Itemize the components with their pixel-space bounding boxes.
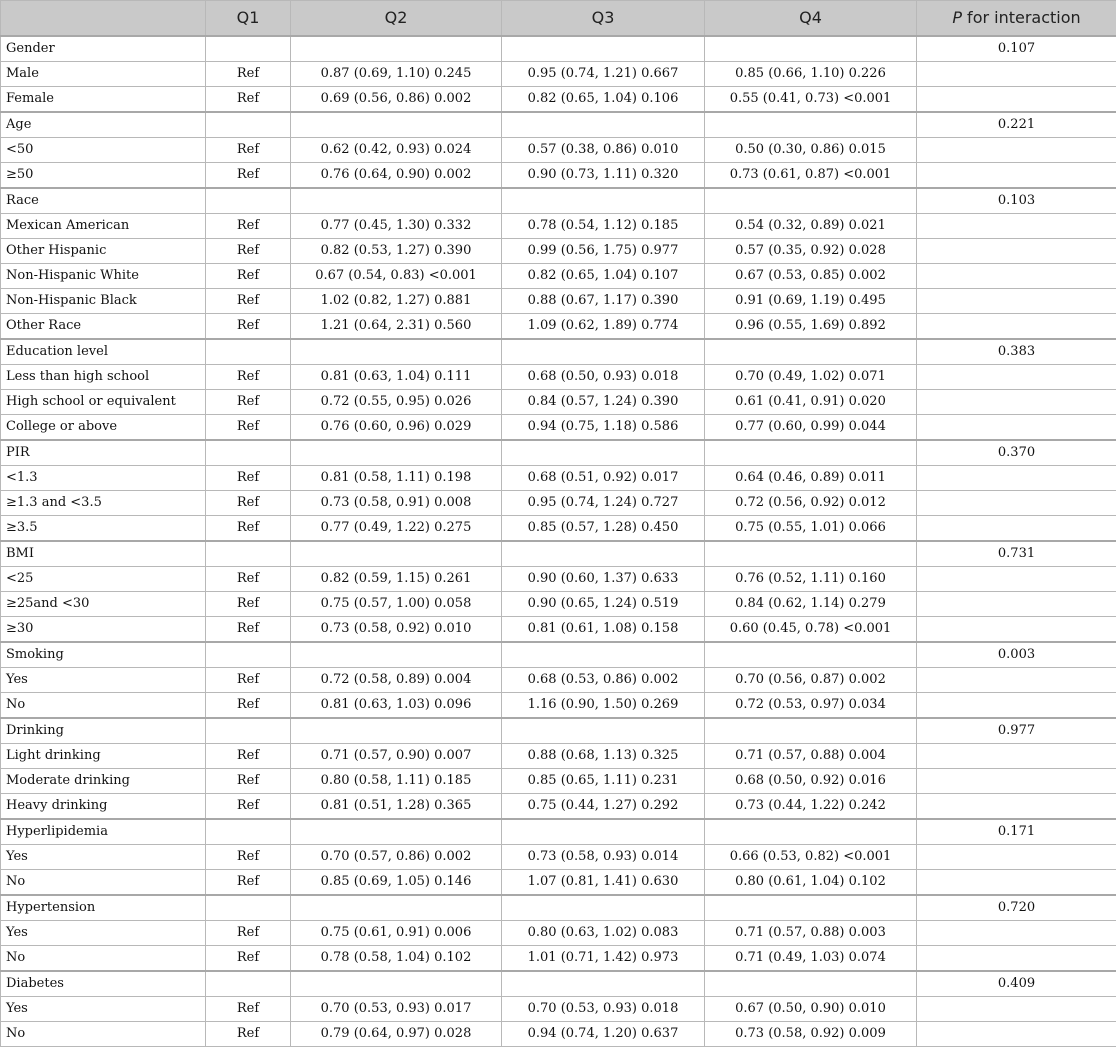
cell-q3: 0.81 (0.61, 1.08) 0.158 xyxy=(502,616,705,642)
table-row xyxy=(1,288,1116,313)
cell-q1: Ref xyxy=(206,137,291,162)
header-p-text: for interaction xyxy=(962,8,1081,27)
cell-q1 xyxy=(206,339,291,365)
cell-q4: 0.66 (0.53, 0.82) <0.001 xyxy=(705,844,917,869)
cell-q1: Ref xyxy=(206,945,291,971)
cell-q2: 1.02 (0.82, 1.27) 0.881 xyxy=(291,288,502,313)
cell-q3: 0.99 (0.56, 1.75) 0.977 xyxy=(502,238,705,263)
cell-q4: 0.75 (0.55, 1.01) 0.066 xyxy=(705,515,917,541)
cell-q3: 0.90 (0.73, 1.11) 0.320 xyxy=(502,162,705,188)
cell-q2: 0.77 (0.45, 1.30) 0.332 xyxy=(291,213,502,238)
cell-q4: 0.96 (0.55, 1.69) 0.892 xyxy=(705,313,917,339)
cell-q1: Ref xyxy=(206,844,291,869)
subgroup-row xyxy=(1,895,1116,921)
cell-p-interaction xyxy=(917,945,1116,971)
cell-p-interaction xyxy=(917,1021,1116,1046)
category-label: High school or equivalent xyxy=(1,389,206,414)
cell-q1: Ref xyxy=(206,515,291,541)
cell-q4: 0.71 (0.57, 0.88) 0.004 xyxy=(705,743,917,768)
cell-q2: 0.77 (0.49, 1.22) 0.275 xyxy=(291,515,502,541)
header-q3: Q3 xyxy=(502,1,705,36)
category-label: Yes xyxy=(1,844,206,869)
cell-q1: Ref xyxy=(206,162,291,188)
cell-q4: 0.80 (0.61, 1.04) 0.102 xyxy=(705,869,917,895)
cell-q2: 0.76 (0.64, 0.90) 0.002 xyxy=(291,162,502,188)
p-interaction-value: 0.731 xyxy=(917,541,1116,567)
category-label: ≥50 xyxy=(1,162,206,188)
cell-q1 xyxy=(206,541,291,567)
subgroup-label: Hyperlipidemia xyxy=(1,819,206,845)
category-label: ≥25and <30 xyxy=(1,591,206,616)
cell-q3 xyxy=(502,971,705,997)
cell-q1: Ref xyxy=(206,61,291,86)
cell-q2: 0.62 (0.42, 0.93) 0.024 xyxy=(291,137,502,162)
p-interaction-value: 0.977 xyxy=(917,718,1116,744)
subgroup-row xyxy=(1,642,1116,668)
cell-p-interaction xyxy=(917,490,1116,515)
cell-q3: 0.70 (0.53, 0.93) 0.018 xyxy=(502,996,705,1021)
cell-p-interaction xyxy=(917,743,1116,768)
table-row xyxy=(1,566,1116,591)
cell-q3: 0.90 (0.65, 1.24) 0.519 xyxy=(502,591,705,616)
cell-q1: Ref xyxy=(206,1021,291,1046)
cell-q3: 0.94 (0.75, 1.18) 0.586 xyxy=(502,414,705,440)
cell-q2: 0.81 (0.51, 1.28) 0.365 xyxy=(291,793,502,819)
cell-q1: Ref xyxy=(206,996,291,1021)
cell-q2: 0.81 (0.58, 1.11) 0.198 xyxy=(291,465,502,490)
cell-q1: Ref xyxy=(206,288,291,313)
cell-q4: 0.84 (0.62, 1.14) 0.279 xyxy=(705,591,917,616)
cell-q4 xyxy=(705,541,917,567)
subgroup-row xyxy=(1,718,1116,744)
cell-p-interaction xyxy=(917,996,1116,1021)
category-label: College or above xyxy=(1,414,206,440)
cell-p-interaction xyxy=(917,793,1116,819)
cell-p-interaction xyxy=(917,591,1116,616)
category-label: Male xyxy=(1,61,206,86)
cell-q4 xyxy=(705,339,917,365)
cell-p-interaction xyxy=(917,465,1116,490)
cell-q3: 0.57 (0.38, 0.86) 0.010 xyxy=(502,137,705,162)
cell-q3: 1.16 (0.90, 1.50) 0.269 xyxy=(502,692,705,718)
subgroup-row xyxy=(1,541,1116,567)
cell-q2 xyxy=(291,541,502,567)
p-interaction-value: 0.409 xyxy=(917,971,1116,997)
table-row xyxy=(1,591,1116,616)
cell-q3: 0.84 (0.57, 1.24) 0.390 xyxy=(502,389,705,414)
cell-q2: 0.80 (0.58, 1.11) 0.185 xyxy=(291,768,502,793)
cell-q1 xyxy=(206,718,291,744)
cell-q1: Ref xyxy=(206,490,291,515)
cell-q3: 1.09 (0.62, 1.89) 0.774 xyxy=(502,313,705,339)
cell-q4: 0.57 (0.35, 0.92) 0.028 xyxy=(705,238,917,263)
table-row xyxy=(1,465,1116,490)
subgroup-label: Age xyxy=(1,112,206,138)
cell-q1 xyxy=(206,895,291,921)
cell-q4: 0.61 (0.41, 0.91) 0.020 xyxy=(705,389,917,414)
cell-q3 xyxy=(502,819,705,845)
p-interaction-value: 0.003 xyxy=(917,642,1116,668)
cell-q4: 0.73 (0.58, 0.92) 0.009 xyxy=(705,1021,917,1046)
cell-q4 xyxy=(705,971,917,997)
subgroup-row xyxy=(1,440,1116,466)
cell-q3: 0.78 (0.54, 1.12) 0.185 xyxy=(502,213,705,238)
category-label: <25 xyxy=(1,566,206,591)
cell-q2 xyxy=(291,36,502,62)
cell-p-interaction xyxy=(917,61,1116,86)
cell-q2: 0.72 (0.58, 0.89) 0.004 xyxy=(291,667,502,692)
cell-q2: 0.75 (0.57, 1.00) 0.058 xyxy=(291,591,502,616)
table-body xyxy=(1,36,1116,1047)
cell-p-interaction xyxy=(917,162,1116,188)
cell-q1: Ref xyxy=(206,591,291,616)
subgroup-label: PIR xyxy=(1,440,206,466)
cell-q1 xyxy=(206,819,291,845)
cell-q4: 0.64 (0.46, 0.89) 0.011 xyxy=(705,465,917,490)
cell-p-interaction xyxy=(917,313,1116,339)
table-row xyxy=(1,61,1116,86)
table-row xyxy=(1,996,1116,1021)
cell-q4: 0.54 (0.32, 0.89) 0.021 xyxy=(705,213,917,238)
table-row xyxy=(1,364,1116,389)
category-label: ≥30 xyxy=(1,616,206,642)
cell-q2: 0.73 (0.58, 0.91) 0.008 xyxy=(291,490,502,515)
cell-q1 xyxy=(206,971,291,997)
table-row xyxy=(1,490,1116,515)
cell-q1: Ref xyxy=(206,238,291,263)
cell-q4: 0.77 (0.60, 0.99) 0.044 xyxy=(705,414,917,440)
table-row xyxy=(1,793,1116,819)
cell-q4: 0.67 (0.53, 0.85) 0.002 xyxy=(705,263,917,288)
category-label: No xyxy=(1,692,206,718)
cell-q4: 0.91 (0.69, 1.19) 0.495 xyxy=(705,288,917,313)
cell-q2: 0.71 (0.57, 0.90) 0.007 xyxy=(291,743,502,768)
subgroup-label: Smoking xyxy=(1,642,206,668)
cell-q3: 0.75 (0.44, 1.27) 0.292 xyxy=(502,793,705,819)
table-row xyxy=(1,162,1116,188)
cell-q2 xyxy=(291,718,502,744)
header-q2: Q2 xyxy=(291,1,502,36)
table-row xyxy=(1,137,1116,162)
cell-q4 xyxy=(705,188,917,214)
cell-q4 xyxy=(705,895,917,921)
table-row xyxy=(1,743,1116,768)
cell-q1: Ref xyxy=(206,616,291,642)
cell-q3 xyxy=(502,339,705,365)
category-label: ≥3.5 xyxy=(1,515,206,541)
cell-q2: 0.73 (0.58, 0.92) 0.010 xyxy=(291,616,502,642)
cell-q1: Ref xyxy=(206,465,291,490)
cell-q4 xyxy=(705,819,917,845)
category-label: Yes xyxy=(1,920,206,945)
table-row xyxy=(1,1021,1116,1046)
table-row xyxy=(1,313,1116,339)
cell-q4: 0.85 (0.66, 1.10) 0.226 xyxy=(705,61,917,86)
subgroup-label: Education level xyxy=(1,339,206,365)
subgroup-row xyxy=(1,112,1116,138)
cell-q2 xyxy=(291,112,502,138)
cell-q4 xyxy=(705,440,917,466)
cell-q2: 0.82 (0.59, 1.15) 0.261 xyxy=(291,566,502,591)
cell-q1: Ref xyxy=(206,768,291,793)
cell-q2: 0.76 (0.60, 0.96) 0.029 xyxy=(291,414,502,440)
cell-q3 xyxy=(502,112,705,138)
cell-q2: 0.87 (0.69, 1.10) 0.245 xyxy=(291,61,502,86)
cell-q2: 0.81 (0.63, 1.03) 0.096 xyxy=(291,692,502,718)
subgroup-row xyxy=(1,339,1116,365)
cell-q2: 0.70 (0.57, 0.86) 0.002 xyxy=(291,844,502,869)
cell-q4 xyxy=(705,718,917,744)
cell-q4: 0.70 (0.49, 1.02) 0.071 xyxy=(705,364,917,389)
cell-p-interaction xyxy=(917,288,1116,313)
cell-q2: 0.69 (0.56, 0.86) 0.002 xyxy=(291,86,502,112)
cell-q1: Ref xyxy=(206,86,291,112)
category-label: <1.3 xyxy=(1,465,206,490)
table-row xyxy=(1,515,1116,541)
cell-q1 xyxy=(206,36,291,62)
category-label: ≥1.3 and <3.5 xyxy=(1,490,206,515)
cell-p-interaction xyxy=(917,667,1116,692)
cell-p-interaction xyxy=(917,692,1116,718)
cell-q4: 0.71 (0.49, 1.03) 0.074 xyxy=(705,945,917,971)
category-label: Non-Hispanic White xyxy=(1,263,206,288)
cell-q3 xyxy=(502,36,705,62)
cell-q3 xyxy=(502,895,705,921)
cell-q1: Ref xyxy=(206,414,291,440)
header-p-letter: P xyxy=(952,8,962,27)
cell-q4 xyxy=(705,36,917,62)
category-label: No xyxy=(1,1021,206,1046)
cell-q3: 0.68 (0.51, 0.92) 0.017 xyxy=(502,465,705,490)
cell-q2 xyxy=(291,339,502,365)
cell-q3 xyxy=(502,541,705,567)
cell-p-interaction xyxy=(917,515,1116,541)
category-label: Other Race xyxy=(1,313,206,339)
header-q4: Q4 xyxy=(705,1,917,36)
cell-q2: 0.82 (0.53, 1.27) 0.390 xyxy=(291,238,502,263)
header-q1: Q1 xyxy=(206,1,291,36)
header-row xyxy=(1,1,1116,36)
table-row xyxy=(1,920,1116,945)
subgroup-label: BMI xyxy=(1,541,206,567)
header-subgroup xyxy=(1,1,206,36)
cell-q4: 0.71 (0.57, 0.88) 0.003 xyxy=(705,920,917,945)
category-label: Yes xyxy=(1,667,206,692)
cell-q1: Ref xyxy=(206,667,291,692)
cell-p-interaction xyxy=(917,213,1116,238)
category-label: Mexican American xyxy=(1,213,206,238)
cell-p-interaction xyxy=(917,920,1116,945)
table-row xyxy=(1,692,1116,718)
cell-q1: Ref xyxy=(206,743,291,768)
cell-q3: 0.95 (0.74, 1.21) 0.667 xyxy=(502,61,705,86)
cell-p-interaction xyxy=(917,389,1116,414)
cell-p-interaction xyxy=(917,768,1116,793)
cell-p-interaction xyxy=(917,238,1116,263)
category-label: Non-Hispanic Black xyxy=(1,288,206,313)
cell-p-interaction xyxy=(917,414,1116,440)
cell-p-interaction xyxy=(917,137,1116,162)
cell-q4: 0.50 (0.30, 0.86) 0.015 xyxy=(705,137,917,162)
subgroup-row xyxy=(1,188,1116,214)
cell-q4: 0.76 (0.52, 1.11) 0.160 xyxy=(705,566,917,591)
cell-p-interaction xyxy=(917,364,1116,389)
p-interaction-value: 0.370 xyxy=(917,440,1116,466)
subgroup-row xyxy=(1,819,1116,845)
cell-q4: 0.68 (0.50, 0.92) 0.016 xyxy=(705,768,917,793)
cell-q1: Ref xyxy=(206,313,291,339)
cell-q3: 0.80 (0.63, 1.02) 0.083 xyxy=(502,920,705,945)
cell-q3: 0.85 (0.57, 1.28) 0.450 xyxy=(502,515,705,541)
cell-q2 xyxy=(291,819,502,845)
cell-q1: Ref xyxy=(206,213,291,238)
subgroup-row xyxy=(1,36,1116,62)
table-row xyxy=(1,414,1116,440)
cell-q2 xyxy=(291,440,502,466)
cell-q4 xyxy=(705,112,917,138)
subgroup-row xyxy=(1,971,1116,997)
subgroup-label: Gender xyxy=(1,36,206,62)
cell-q3: 0.82 (0.65, 1.04) 0.107 xyxy=(502,263,705,288)
table-row xyxy=(1,667,1116,692)
cell-q4: 0.73 (0.44, 1.22) 0.242 xyxy=(705,793,917,819)
table-row xyxy=(1,844,1116,869)
p-interaction-value: 0.103 xyxy=(917,188,1116,214)
cell-q3: 1.01 (0.71, 1.42) 0.973 xyxy=(502,945,705,971)
cell-q3: 0.73 (0.58, 0.93) 0.014 xyxy=(502,844,705,869)
cell-q2: 0.81 (0.63, 1.04) 0.111 xyxy=(291,364,502,389)
category-label: Heavy drinking xyxy=(1,793,206,819)
p-interaction-value: 0.720 xyxy=(917,895,1116,921)
header-p-interaction xyxy=(917,1,1116,36)
cell-q4: 0.55 (0.41, 0.73) <0.001 xyxy=(705,86,917,112)
cell-q3 xyxy=(502,718,705,744)
cell-q3: 0.85 (0.65, 1.11) 0.231 xyxy=(502,768,705,793)
cell-q2: 0.72 (0.55, 0.95) 0.026 xyxy=(291,389,502,414)
cell-q3: 0.90 (0.60, 1.37) 0.633 xyxy=(502,566,705,591)
cell-q2 xyxy=(291,971,502,997)
p-interaction-value: 0.107 xyxy=(917,36,1116,62)
table-row xyxy=(1,238,1116,263)
table-header xyxy=(1,1,1116,36)
category-label: <50 xyxy=(1,137,206,162)
subgroup-label: Diabetes xyxy=(1,971,206,997)
cell-q2 xyxy=(291,188,502,214)
cell-q4: 0.72 (0.56, 0.92) 0.012 xyxy=(705,490,917,515)
cell-q1 xyxy=(206,188,291,214)
table-row xyxy=(1,213,1116,238)
cell-q4: 0.73 (0.61, 0.87) <0.001 xyxy=(705,162,917,188)
cell-q3: 0.88 (0.67, 1.17) 0.390 xyxy=(502,288,705,313)
cell-q3 xyxy=(502,440,705,466)
cell-q3: 0.88 (0.68, 1.13) 0.325 xyxy=(502,743,705,768)
cell-q4: 0.72 (0.53, 0.97) 0.034 xyxy=(705,692,917,718)
cell-p-interaction xyxy=(917,566,1116,591)
cell-q2: 0.85 (0.69, 1.05) 0.146 xyxy=(291,869,502,895)
cell-p-interaction xyxy=(917,86,1116,112)
cell-q1: Ref xyxy=(206,566,291,591)
category-label: Female xyxy=(1,86,206,112)
cell-q2: 0.75 (0.61, 0.91) 0.006 xyxy=(291,920,502,945)
subgroup-label: Hypertension xyxy=(1,895,206,921)
cell-q1: Ref xyxy=(206,263,291,288)
table-row xyxy=(1,263,1116,288)
cell-q3: 0.95 (0.74, 1.24) 0.727 xyxy=(502,490,705,515)
cell-q3: 1.07 (0.81, 1.41) 0.630 xyxy=(502,869,705,895)
cell-q2 xyxy=(291,642,502,668)
cell-q1 xyxy=(206,440,291,466)
subgroup-label: Drinking xyxy=(1,718,206,744)
cell-q2: 0.79 (0.64, 0.97) 0.028 xyxy=(291,1021,502,1046)
cell-q2 xyxy=(291,895,502,921)
category-label: Less than high school xyxy=(1,364,206,389)
cell-q1 xyxy=(206,112,291,138)
p-interaction-value: 0.221 xyxy=(917,112,1116,138)
cell-q1: Ref xyxy=(206,389,291,414)
cell-q2: 1.21 (0.64, 2.31) 0.560 xyxy=(291,313,502,339)
cell-q4: 0.67 (0.50, 0.90) 0.010 xyxy=(705,996,917,1021)
subgroup-label: Race xyxy=(1,188,206,214)
category-label: Moderate drinking xyxy=(1,768,206,793)
cell-q3 xyxy=(502,188,705,214)
table-row xyxy=(1,768,1116,793)
cell-q4: 0.70 (0.56, 0.87) 0.002 xyxy=(705,667,917,692)
table-row xyxy=(1,869,1116,895)
cell-q2: 0.70 (0.53, 0.93) 0.017 xyxy=(291,996,502,1021)
category-label: Other Hispanic xyxy=(1,238,206,263)
cell-q1: Ref xyxy=(206,869,291,895)
cell-p-interaction xyxy=(917,869,1116,895)
cell-q1: Ref xyxy=(206,364,291,389)
cell-q2: 0.67 (0.54, 0.83) <0.001 xyxy=(291,263,502,288)
cell-q3: 0.68 (0.53, 0.86) 0.002 xyxy=(502,667,705,692)
cell-q3: 0.68 (0.50, 0.93) 0.018 xyxy=(502,364,705,389)
cell-q1: Ref xyxy=(206,793,291,819)
table-row xyxy=(1,616,1116,642)
cell-q2: 0.78 (0.58, 1.04) 0.102 xyxy=(291,945,502,971)
cell-p-interaction xyxy=(917,616,1116,642)
category-label: No xyxy=(1,945,206,971)
p-interaction-value: 0.171 xyxy=(917,819,1116,845)
cell-q1 xyxy=(206,642,291,668)
p-interaction-value: 0.383 xyxy=(917,339,1116,365)
table-row xyxy=(1,389,1116,414)
cell-p-interaction xyxy=(917,263,1116,288)
cell-q4: 0.60 (0.45, 0.78) <0.001 xyxy=(705,616,917,642)
category-label: No xyxy=(1,869,206,895)
table-row xyxy=(1,945,1116,971)
table-row xyxy=(1,86,1116,112)
category-label: Light drinking xyxy=(1,743,206,768)
cell-q3: 0.94 (0.74, 1.20) 0.637 xyxy=(502,1021,705,1046)
cell-q3 xyxy=(502,642,705,668)
cell-q1: Ref xyxy=(206,920,291,945)
cell-q1: Ref xyxy=(206,692,291,718)
cell-q4 xyxy=(705,642,917,668)
cell-p-interaction xyxy=(917,844,1116,869)
cell-q3: 0.82 (0.65, 1.04) 0.106 xyxy=(502,86,705,112)
category-label: Yes xyxy=(1,996,206,1021)
